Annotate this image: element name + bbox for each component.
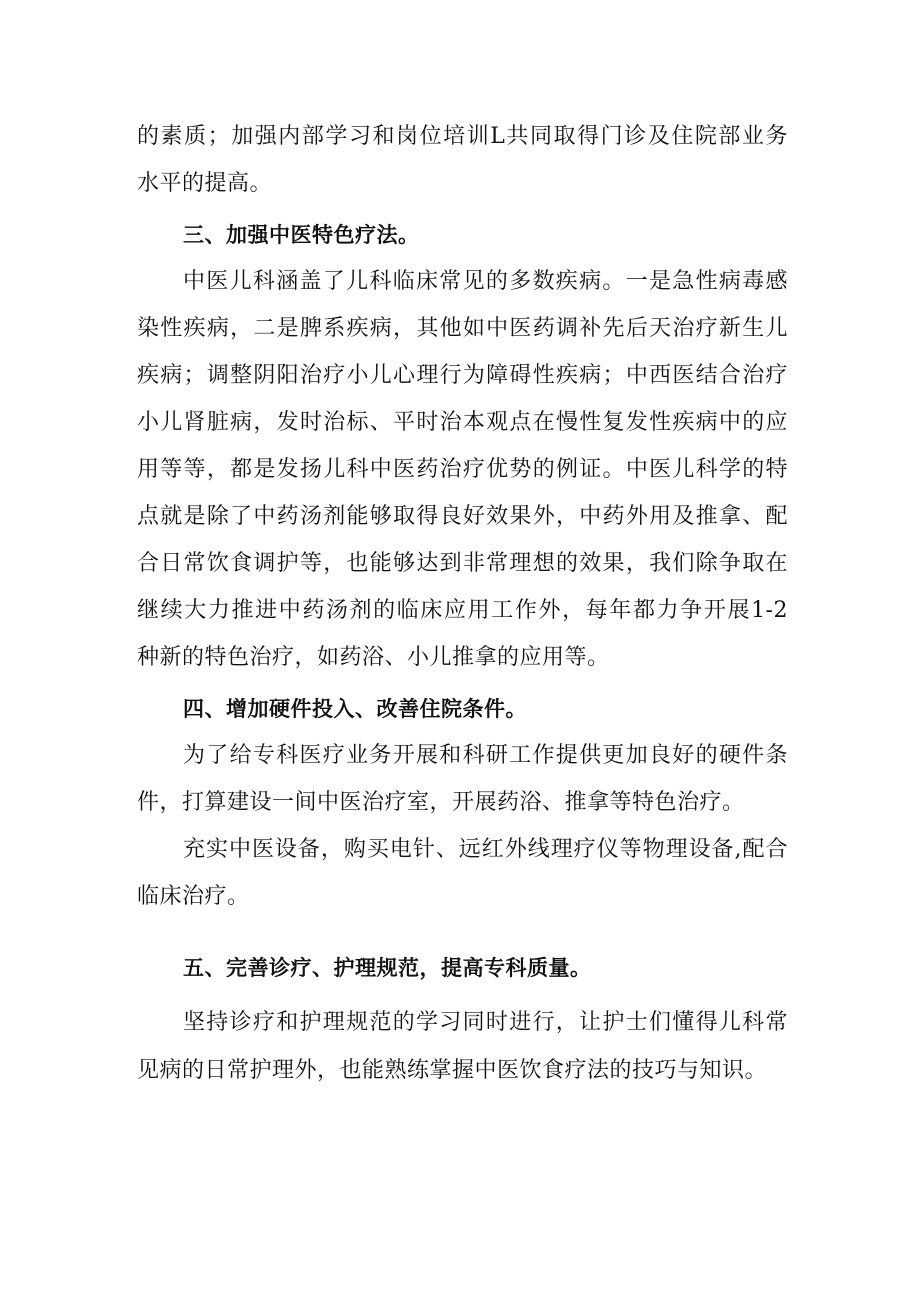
text-line: 继续大力推进中药汤剂的临床应用工作外，每年都力争开展1-2 xyxy=(137,598,788,623)
text-line: 合日常饮食调护等，也能够达到非常理想的效果，我们除争取在 xyxy=(137,551,788,576)
section-heading-3: 三、加强中医特色疗法。 xyxy=(183,223,420,247)
text-line: 临床治疗。 xyxy=(137,884,250,909)
text-line: 疾病；调整阴阳治疗小儿心理行为障碍性疾病；中西医结合治疗 xyxy=(137,363,788,388)
text-line: 充实中医设备，购买电针、远红外线理疗仪等物理设备,配合 xyxy=(183,837,788,862)
text-line: 水平的提高。 xyxy=(137,171,273,196)
text-line: 件，打算建设一间中医治疗室，开展药浴、推拿等特色治疗。 xyxy=(137,790,745,815)
text-line: 坚持诊疗和护理规范的学习同时进行，让护士们懂得儿科常 xyxy=(183,1010,788,1035)
text-line: 为了给专科医疗业务开展和科研工作提供更加良好的硬件条 xyxy=(183,743,788,768)
text-line: 见病的日常护理外，也能熟练掌握中医饮食疗法的技巧与知识。 xyxy=(137,1058,768,1083)
section-heading-4: 四、增加硬件投入、改善住院条件。 xyxy=(183,697,527,721)
text-line: 小儿肾脏病，发时治标、平时治本观点在慢性复发性疾病中的应 xyxy=(137,410,788,435)
text-line: 的素质；加强内部学习和岗位培训L共同取得门诊及住院部业务 xyxy=(137,124,788,149)
text-line: 点就是除了中药汤剂能够取得良好效果外，中药外用及推拿、配 xyxy=(137,504,788,529)
text-line: 中医儿科涵盖了儿科临床常见的多数疾病。一是急性病毒感 xyxy=(183,269,788,294)
section-heading-5: 五、完善诊疗、护理规范，提高专科质量。 xyxy=(183,956,592,980)
text-line: 用等等，都是发扬儿科中医药治疗优势的例证。中医儿科学的特 xyxy=(137,457,788,482)
text-line: 染性疾病，二是脾系疾病，其他如中医药调补先后天治疗新生儿 xyxy=(137,316,788,341)
text-line: 种新的特色治疗，如药浴、小儿推拿的应用等。 xyxy=(137,645,610,670)
